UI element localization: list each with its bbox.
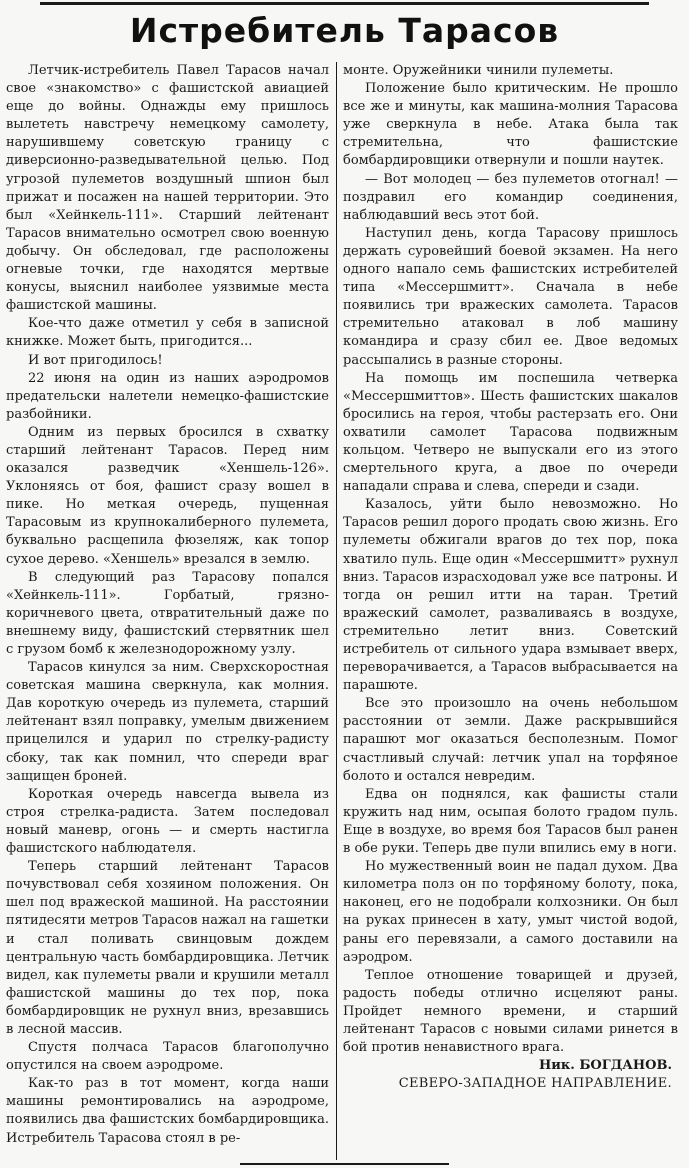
paragraph: Тарасов кинулся за ним. Сверхскоростная советская машина сверкнула, как молния. Дав короткую очередь из пулемета, старший лейтенант взял поправку, умелым движением прицелился и ударил по стрелку-радисту сбоку, так как помнил, что спереди враг защищен броней. <box>6 660 329 784</box>
paragraph: Короткая очередь навсегда вывела из строя стрелка-радиста. Затем последовал новый маневр, огонь — и смерть настигла фашистского наблюдателя. <box>6 786 329 857</box>
paragraph: И вот пригодилось! <box>28 352 163 368</box>
paragraph: Казалось, уйти было невозможно. Но Тарасов решил дорого продать свою жизнь. Его пулеметы обжигали врагов до тех пор, пока хватило пуль. Еще один «Мессершмитт» рухнул вниз. Тарасов израсходовал уже все патроны. И тогда он решил итти на таран. Третий вражеский самолет, разваливаясь в воздухе, стремительно летит вниз. Советский истребитель от сильного удара взмывает вверх, переворачивается, а Тарасов выбрасывается на парашюте. <box>343 497 678 694</box>
paragraph: — Вот молодец — без пулеметов отогнал! — поздравил его командир соединения, наблюдавший весь этот бой. <box>343 171 678 223</box>
paragraph: Кое-что даже отметил у себя в записной книжке. Может быть, пригодится... <box>6 316 329 350</box>
paragraph: Спустя полчаса Тарасов благополучно опустился на своем аэродроме. <box>6 1040 329 1074</box>
paragraph-continuation: монте. Оружейники чинили пулеметы. <box>343 63 614 78</box>
paragraph: Летчик-истребитель Павел Тарасов начал свое «знакомство» с фашистской авиацией еще до войны. Однажды ему пришлось вылететь навстречу немецкому самолету, нарушившему советскую границу с диверсионно-разведывательной целью. Под угрозой пулеметов воздушный шпион был прижат и посажен на нашей территории. Это был «Хейнкель-111». Старший лейтенант Тарасов внимательно осмотрел свою военную добычу. Он обследовал, где расположены огневые точки, где находятся мертвые конусы, выяснил наиболее уязвимые места фашистской машины. <box>6 63 329 314</box>
paragraph: Положение было критическим. Не прошло все же и минуты, как машина-молния Тарасова уже сверкнула в небе. Атака была так стремительна, что фашистские бомбардировщики отвернули и пошли наутек. <box>343 81 678 169</box>
paragraph: Все это произошло на очень небольшом расстоянии от земли. Даже раскрывшийся парашют мог оказаться бесполезным. Помог счастливый случай: летчик упал на торфяное болото и остался невредим. <box>343 696 678 784</box>
paragraph: Как-то раз в тот момент, когда наши машины ремонтировались на аэродроме, появились два фашистских бомбардировщика. Истребитель Тарасова стоял в ре- <box>6 1076 329 1146</box>
right-column <box>343 62 678 1160</box>
article-title: Истребитель Тарасов <box>129 11 560 50</box>
paragraph: Одним из первых бросился в схватку старший лейтенант Тарасов. Перед ним оказался разведчик «Хеншель-126». Уклоняясь от боя, фашист сразу вошел в пике. Но меткая очередь, пущенная Тарасовым из крупнокалиберного пулемета, буквально расщепила фюзеляж, как топор сухое дерево. «Хеншель» врезался в землю. <box>6 424 329 567</box>
paragraph: Наступил день, когда Тарасову пришлось держать суровейший боевой экзамен. На него одного напало семь фашистских истребителей типа «Мессершмитт». Сначала в небе появились три вражеских самолета. Тарасов стремительно атаковал в лоб машину командира и сразу сбил ее. Двое ведомых рассыпались в разные стороны. <box>343 225 678 368</box>
paragraph: Но мужественный воин не падал духом. Два километра полз он по торфяному болоту, пока, наконец, его не подобрали колхозники. Он был на руках принесен в хату, умыт чистой водой, раны его перевязали, а самого доставили на аэродром. <box>343 859 678 965</box>
paragraph: На помощь им поспешила четверка «Мессершмиттов». Шесть фашистских шакалов бросились на героя, чтобы растерзать его. Они охватили самолет Тарасова подвижным кольцом. Четверо не выпускали его из этого смертельного круга, а двое по очереди нападали справа и слева, спереди и сзади. <box>343 370 678 495</box>
dateline: СЕВЕРО-ЗАПАДНОЕ НАПРАВЛЕНИЕ. <box>398 1076 672 1092</box>
paragraph: Теплое отношение товарищей и друзей, радость победы отлично исцеляют раны. Пройдет немного времени, и старший лейтенант Тарасов с новыми силами ринется в бой против ненавистного врага. <box>343 967 678 1056</box>
paragraph: Едва он поднялся, как фашисты стали кружить над ним, осыпая болото градом пуль. Еще в воздухе, во время боя Тарасов был ранен в обе руки. Теперь две пули впились ему в ноги. <box>343 786 678 857</box>
paragraph: Теперь старший лейтенант Тарасов почувствовал себя хозяином положения. Он шел под вражеской машиной. На расстоянии пятидесяти метров Тарасов нажал на гашетки и стал поливать свинцовым дождем центральную часть бомбардировщика. Летчик видел, как пулеметы рвали и крушили металл фашистской машины до тех пор, пока бомбардировщик не рухнул вниз, врезавшись в лесной массив. <box>6 859 329 1037</box>
paragraph: В следующий раз Тарасову попался «Хейнкель-111». Горбатый, грязно-коричневого цвета, отвратительный даже по внешнему виду, фашистский стервятник шел с грузом бомб к железнодорожному узлу. <box>6 569 329 657</box>
author-signature: Ник. БОГДАНОВ. <box>538 1058 672 1074</box>
left-column <box>6 62 329 1160</box>
paragraph: 22 июня на один из наших аэродромов предательски налетели немецко-фашистские разбойники. <box>6 370 329 422</box>
bottom-rule <box>240 1163 449 1165</box>
column-divider <box>336 62 337 1160</box>
